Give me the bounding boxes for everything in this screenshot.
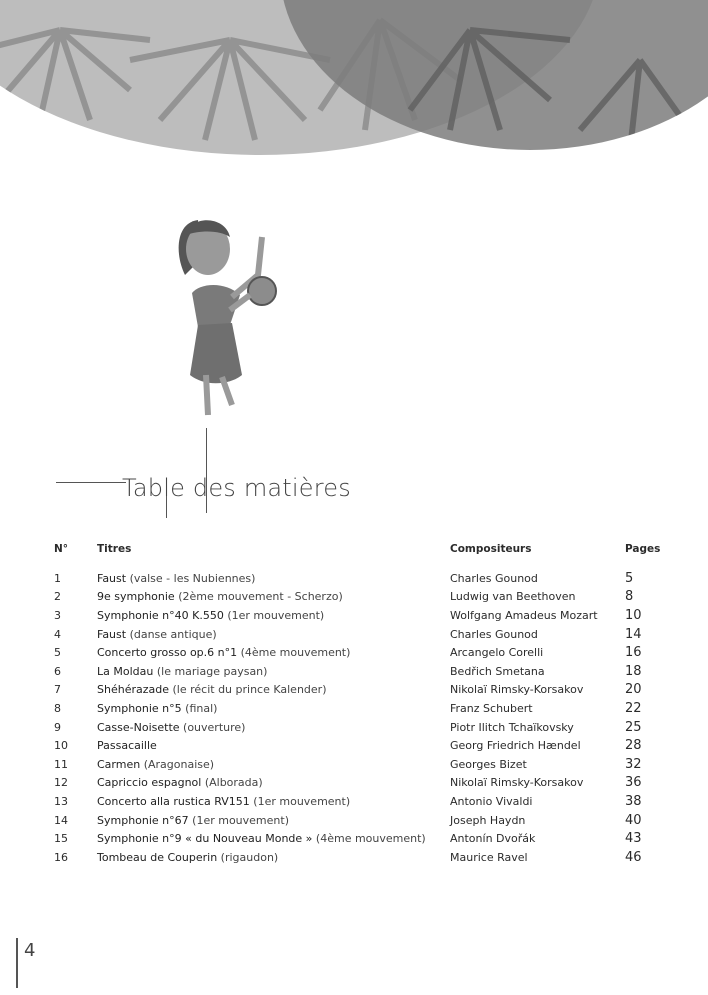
entry-subtitle: (Aragonaise) (140, 757, 215, 771)
entry-composer: Wolfgang Amadeus Mozart (450, 608, 598, 622)
toc-header-row (54, 542, 665, 569)
entry-number: 7 (54, 683, 61, 697)
entry-subtitle: (le récit du prince Kalender) (169, 683, 327, 697)
entry-title-cell (97, 829, 450, 848)
entry-page: 46 (625, 849, 642, 865)
toc-row (54, 699, 665, 718)
toc-row (54, 625, 665, 644)
entry-subtitle: (1er mouvement) (223, 608, 325, 622)
entry-subtitle: (Alborada) (201, 776, 263, 790)
entry-composer: Ludwig van Beethoven (450, 590, 576, 604)
entry-title-cell (97, 606, 450, 625)
page-title: Table des matières (122, 474, 351, 502)
entry-page: 5 (625, 570, 634, 586)
entry-number: 5 (54, 646, 61, 660)
entry-page: 20 (625, 682, 642, 698)
toc-heading-block (56, 468, 376, 518)
entry-subtitle: (4ème mouvement) (312, 832, 426, 846)
entry-page: 38 (625, 793, 642, 809)
entry-title: Carmen (97, 757, 141, 771)
entry-composer: Antonín Dvořák (450, 832, 536, 846)
toc-body (54, 569, 665, 867)
entry-composer: Antonio Vivaldi (450, 794, 533, 808)
entry-composer: Georges Bizet (450, 757, 527, 771)
entry-title-cell (97, 681, 450, 700)
entry-number: 10 (54, 739, 68, 753)
entry-title: Concerto grosso op.6 n°1 (97, 646, 238, 660)
toc-row (54, 569, 665, 588)
entry-title-cell (97, 792, 450, 811)
entry-title-cell (97, 662, 450, 681)
entry-composer: Nikolaï Rimsky-Korsakov (450, 776, 584, 790)
entry-number: 1 (54, 571, 61, 585)
heading-rule (56, 482, 126, 483)
entry-page: 18 (625, 663, 642, 679)
entry-number: 13 (54, 794, 68, 808)
entry-title: Symphonie n°67 (97, 813, 189, 827)
entry-composer: Arcangelo Corelli (450, 646, 544, 660)
entry-number: 8 (54, 701, 61, 715)
entry-title-cell (97, 755, 450, 774)
col-header-num: N° (54, 543, 69, 555)
toc-row (54, 736, 665, 755)
entry-title: Faust (97, 571, 127, 585)
entry-title-cell (97, 736, 450, 755)
entry-subtitle: (2ème mouvement - Scherzo) (174, 590, 343, 604)
entry-composer: Maurice Ravel (450, 850, 528, 864)
entry-subtitle: (1er mouvement) (249, 794, 351, 808)
entry-title: Symphonie n°9 « du Nouveau Monde » (97, 832, 313, 846)
entry-title: Casse-Noisette (97, 720, 180, 734)
entry-page: 43 (625, 831, 642, 847)
entry-subtitle: (le mariage paysan) (153, 664, 268, 678)
entry-subtitle: (rigaudon) (217, 850, 279, 864)
floral-header-illustration (0, 0, 708, 190)
entry-composer: Georg Friedrich Hændel (450, 739, 581, 753)
toc-row (54, 662, 665, 681)
entry-number: 16 (54, 850, 68, 864)
entry-subtitle: (1er mouvement) (188, 813, 289, 827)
entry-number: 14 (54, 813, 68, 827)
entry-title: Tombeau de Couperin (97, 850, 218, 864)
toc-row (54, 829, 665, 848)
entry-title: Concerto alla rustica RV151 (97, 794, 250, 808)
entry-composer: Charles Gounod (450, 627, 538, 641)
dancer-illustration (170, 215, 290, 425)
entry-title: La Moldau (97, 664, 154, 678)
entry-page: 22 (625, 700, 642, 716)
entry-page: 25 (625, 719, 642, 735)
entry-page: 14 (625, 626, 642, 642)
entry-page: 32 (625, 756, 642, 772)
entry-number: 12 (54, 776, 68, 790)
entry-subtitle: (4ème mouvement) (237, 646, 351, 660)
toc-row (54, 588, 665, 607)
toc-row (54, 718, 665, 737)
toc-row (54, 848, 665, 867)
entry-number: 6 (54, 664, 61, 678)
entry-title: Symphonie n°5 (97, 701, 182, 715)
entry-title-cell (97, 718, 450, 737)
entry-subtitle: (valse - les Nubiennes) (126, 571, 256, 585)
entry-title-cell (97, 774, 450, 793)
entry-composer: Joseph Haydn (450, 813, 526, 827)
entry-number: 4 (54, 627, 61, 641)
col-header-composer: Compositeurs (450, 543, 532, 555)
toc-row (54, 681, 665, 700)
entry-title: 9e symphonie (97, 590, 175, 604)
entry-subtitle: (ouverture) (179, 720, 246, 734)
entry-page: 40 (625, 812, 642, 828)
entry-composer: Bedřich Smetana (450, 664, 545, 678)
entry-subtitle: (danse antique) (126, 627, 217, 641)
entry-page: 28 (625, 738, 642, 754)
col-header-title: Titres (97, 543, 132, 555)
entry-number: 3 (54, 608, 61, 622)
entry-title-cell (97, 643, 450, 662)
entry-number: 11 (54, 757, 68, 771)
entry-composer: Charles Gounod (450, 571, 538, 585)
entry-number: 15 (54, 832, 68, 846)
toc-row (54, 792, 665, 811)
toc-row (54, 811, 665, 830)
entry-page: 10 (625, 607, 642, 623)
entry-title-cell (97, 588, 450, 607)
entry-title-cell (97, 811, 450, 830)
toc-row (54, 643, 665, 662)
entry-composer: Franz Schubert (450, 701, 533, 715)
entry-number: 9 (54, 720, 61, 734)
entry-title: Symphonie n°40 K.550 (97, 608, 224, 622)
entry-title-cell (97, 625, 450, 644)
entry-title: Capriccio espagnol (97, 776, 202, 790)
page-number: 4 (16, 938, 35, 988)
entry-title-cell (97, 569, 450, 588)
entry-title: Passacaille (97, 739, 157, 753)
entry-page: 36 (625, 775, 642, 791)
toc-row (54, 755, 665, 774)
entry-title: Shéhérazade (97, 683, 169, 697)
entry-subtitle: (final) (181, 701, 218, 715)
entry-title-cell (97, 848, 450, 867)
toc-row (54, 774, 665, 793)
entry-page: 16 (625, 645, 642, 661)
toc-row (54, 606, 665, 625)
col-header-page: Pages (625, 543, 661, 555)
entry-title: Faust (97, 627, 127, 641)
toc-table (54, 542, 665, 867)
entry-page: 8 (625, 589, 634, 605)
entry-number: 2 (54, 590, 61, 604)
entry-title-cell (97, 699, 450, 718)
entry-composer: Nikolaï Rimsky-Korsakov (450, 683, 584, 697)
entry-composer: Piotr Ilitch Tchaïkovsky (450, 720, 574, 734)
